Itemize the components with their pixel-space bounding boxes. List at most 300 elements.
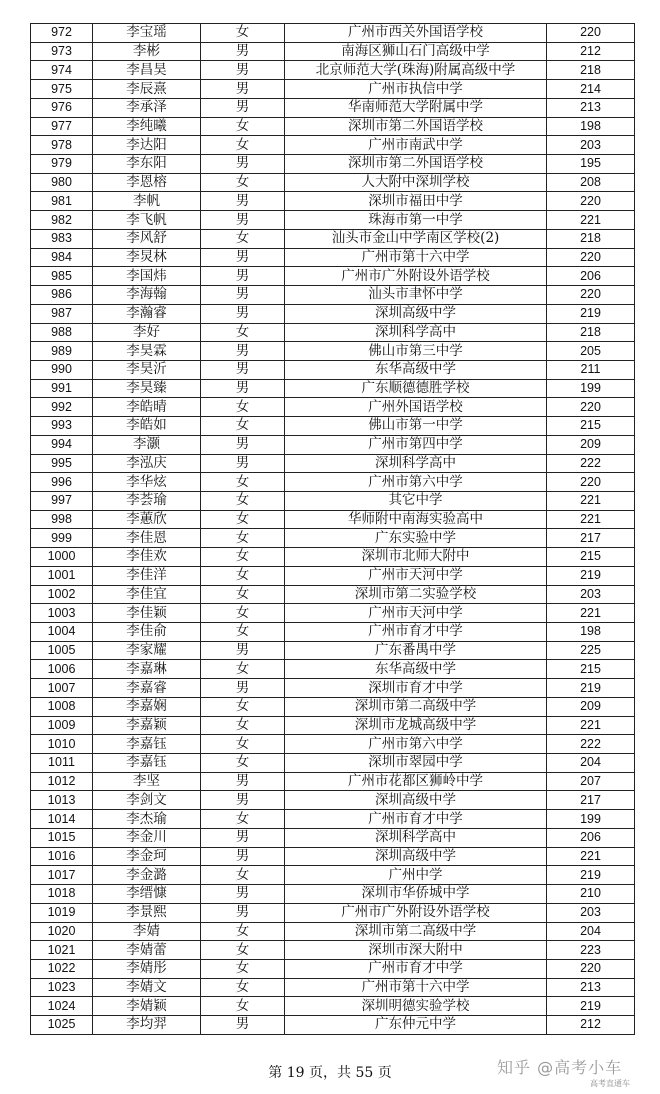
name-cell: 李嘉钰 xyxy=(93,735,201,754)
school-cell: 深圳市福田中学 xyxy=(285,192,547,211)
table-row xyxy=(31,211,635,230)
name-cell: 李皓晴 xyxy=(93,398,201,417)
name-cell: 李荟瑜 xyxy=(93,491,201,510)
school-cell: 深圳科学高中 xyxy=(285,323,547,342)
row-number-cell: 997 xyxy=(31,491,93,510)
name-cell: 李婧蕾 xyxy=(93,941,201,960)
row-number-cell: 1007 xyxy=(31,679,93,698)
school-cell: 北京师范大学(珠海)附属高级中学 xyxy=(285,61,547,80)
name-cell: 李蕙欣 xyxy=(93,510,201,529)
table-row xyxy=(31,24,635,43)
name-cell: 李炅林 xyxy=(93,248,201,267)
row-number-cell: 995 xyxy=(31,454,93,473)
table-row xyxy=(31,529,635,548)
table-row xyxy=(31,697,635,716)
score-cell: 206 xyxy=(547,828,635,847)
table-row xyxy=(31,491,635,510)
row-number-cell: 994 xyxy=(31,435,93,454)
score-cell: 213 xyxy=(547,98,635,117)
school-cell: 深圳市龙城高级中学 xyxy=(285,716,547,735)
school-cell: 广州市第四中学 xyxy=(285,435,547,454)
table-body xyxy=(31,24,635,1035)
score-cell: 210 xyxy=(547,885,635,904)
row-number-cell: 991 xyxy=(31,379,93,398)
table-row xyxy=(31,847,635,866)
table-row xyxy=(31,379,635,398)
name-cell: 李金潞 xyxy=(93,866,201,885)
school-cell: 东华高级中学 xyxy=(285,660,547,679)
gender-cell: 男 xyxy=(201,192,285,211)
school-cell: 广东实验中学 xyxy=(285,529,547,548)
gender-cell: 男 xyxy=(201,641,285,660)
table-row xyxy=(31,136,635,155)
row-number-cell: 1000 xyxy=(31,548,93,567)
score-cell: 217 xyxy=(547,529,635,548)
table-row xyxy=(31,903,635,922)
gender-cell: 女 xyxy=(201,660,285,679)
row-number-cell: 993 xyxy=(31,417,93,436)
score-cell: 220 xyxy=(547,192,635,211)
school-cell: 汕头市聿怀中学 xyxy=(285,286,547,305)
gender-cell: 男 xyxy=(201,304,285,323)
name-cell: 李承泽 xyxy=(93,98,201,117)
score-cell: 221 xyxy=(547,510,635,529)
score-cell: 207 xyxy=(547,772,635,791)
score-cell: 212 xyxy=(547,1016,635,1035)
name-cell: 李纯曦 xyxy=(93,117,201,136)
score-cell: 199 xyxy=(547,379,635,398)
school-cell: 广州市第六中学 xyxy=(285,735,547,754)
gender-cell: 女 xyxy=(201,941,285,960)
school-cell: 广州市第十六中学 xyxy=(285,248,547,267)
table-row xyxy=(31,679,635,698)
gender-cell: 女 xyxy=(201,398,285,417)
gender-cell: 女 xyxy=(201,716,285,735)
table-row xyxy=(31,417,635,436)
name-cell: 李灏 xyxy=(93,435,201,454)
school-cell: 其它中学 xyxy=(285,491,547,510)
gender-cell: 男 xyxy=(201,342,285,361)
school-cell: 深圳市第二高级中学 xyxy=(285,697,547,716)
score-cell: 204 xyxy=(547,754,635,773)
table-row xyxy=(31,42,635,61)
score-cell: 221 xyxy=(547,491,635,510)
score-cell: 199 xyxy=(547,810,635,829)
table-row xyxy=(31,173,635,192)
table-row xyxy=(31,323,635,342)
row-number-cell: 975 xyxy=(31,80,93,99)
watermark: 知乎 @高考小车 xyxy=(497,1058,623,1077)
row-number-cell: 977 xyxy=(31,117,93,136)
row-number-cell: 1005 xyxy=(31,641,93,660)
gender-cell: 男 xyxy=(201,61,285,80)
gender-cell: 男 xyxy=(201,772,285,791)
gender-cell: 女 xyxy=(201,978,285,997)
table-row xyxy=(31,398,635,417)
row-number-cell: 1010 xyxy=(31,735,93,754)
gender-cell: 女 xyxy=(201,417,285,436)
school-cell: 深圳市育才中学 xyxy=(285,679,547,698)
school-cell: 汕头市金山中学南区学校(2) xyxy=(285,229,547,248)
name-cell: 李宝瑶 xyxy=(93,24,201,43)
score-cell: 220 xyxy=(547,473,635,492)
score-cell: 213 xyxy=(547,978,635,997)
row-number-cell: 1002 xyxy=(31,585,93,604)
school-cell: 南海区狮山石门高级中学 xyxy=(285,42,547,61)
school-cell: 广州市育才中学 xyxy=(285,810,547,829)
school-cell: 广州市南武中学 xyxy=(285,136,547,155)
gender-cell: 男 xyxy=(201,828,285,847)
row-number-cell: 1021 xyxy=(31,941,93,960)
table-row xyxy=(31,566,635,585)
school-cell: 广州市育才中学 xyxy=(285,959,547,978)
score-cell: 222 xyxy=(547,454,635,473)
school-cell: 深圳科学高中 xyxy=(285,828,547,847)
school-cell: 人大附中深圳学校 xyxy=(285,173,547,192)
name-cell: 李婧颖 xyxy=(93,997,201,1016)
score-cell: 206 xyxy=(547,267,635,286)
table-row xyxy=(31,286,635,305)
school-cell: 广州市天河中学 xyxy=(285,566,547,585)
name-cell: 李瀚睿 xyxy=(93,304,201,323)
name-cell: 李昌昊 xyxy=(93,61,201,80)
score-cell: 209 xyxy=(547,435,635,454)
score-cell: 220 xyxy=(547,248,635,267)
table-row xyxy=(31,941,635,960)
school-cell: 珠海市第一中学 xyxy=(285,211,547,230)
row-number-cell: 1020 xyxy=(31,922,93,941)
score-cell: 215 xyxy=(547,417,635,436)
row-number-cell: 972 xyxy=(31,24,93,43)
gender-cell: 女 xyxy=(201,959,285,978)
name-cell: 李风舒 xyxy=(93,229,201,248)
results-table xyxy=(30,23,635,1035)
gender-cell: 男 xyxy=(201,42,285,61)
table-row xyxy=(31,922,635,941)
name-cell: 李佳颖 xyxy=(93,604,201,623)
table-row xyxy=(31,548,635,567)
table-row xyxy=(31,342,635,361)
score-cell: 220 xyxy=(547,24,635,43)
gender-cell: 女 xyxy=(201,623,285,642)
gender-cell: 男 xyxy=(201,98,285,117)
gender-cell: 女 xyxy=(201,548,285,567)
gender-cell: 男 xyxy=(201,80,285,99)
table-row xyxy=(31,1016,635,1035)
row-number-cell: 992 xyxy=(31,398,93,417)
score-cell: 218 xyxy=(547,61,635,80)
score-cell: 217 xyxy=(547,791,635,810)
gender-cell: 女 xyxy=(201,604,285,623)
score-cell: 215 xyxy=(547,660,635,679)
gender-cell: 女 xyxy=(201,323,285,342)
row-number-cell: 1016 xyxy=(31,847,93,866)
school-cell: 深圳科学高中 xyxy=(285,454,547,473)
gender-cell: 女 xyxy=(201,473,285,492)
table-row xyxy=(31,866,635,885)
row-number-cell: 1011 xyxy=(31,754,93,773)
name-cell: 李佳洋 xyxy=(93,566,201,585)
name-cell: 李金川 xyxy=(93,828,201,847)
score-cell: 203 xyxy=(547,585,635,604)
school-cell: 深圳明德实验学校 xyxy=(285,997,547,1016)
watermark-subtext: 高考直通车 xyxy=(590,1079,630,1088)
page-footer: 第 19 页，共 55 页 xyxy=(268,1065,392,1081)
name-cell: 李婧彤 xyxy=(93,959,201,978)
gender-cell: 男 xyxy=(201,155,285,174)
gender-cell: 女 xyxy=(201,585,285,604)
table-row xyxy=(31,754,635,773)
row-number-cell: 1018 xyxy=(31,885,93,904)
name-cell: 李彬 xyxy=(93,42,201,61)
score-cell: 205 xyxy=(547,342,635,361)
table-row xyxy=(31,155,635,174)
table-row xyxy=(31,248,635,267)
row-number-cell: 983 xyxy=(31,229,93,248)
row-number-cell: 1022 xyxy=(31,959,93,978)
name-cell: 李皓如 xyxy=(93,417,201,436)
school-cell: 深圳市第二外国语学校 xyxy=(285,117,547,136)
school-cell: 广州市育才中学 xyxy=(285,623,547,642)
gender-cell: 男 xyxy=(201,903,285,922)
row-number-cell: 1017 xyxy=(31,866,93,885)
gender-cell: 女 xyxy=(201,136,285,155)
score-cell: 203 xyxy=(547,136,635,155)
school-cell: 广州外国语学校 xyxy=(285,398,547,417)
name-cell: 李帆 xyxy=(93,192,201,211)
table-row xyxy=(31,791,635,810)
name-cell: 李华炫 xyxy=(93,473,201,492)
school-cell: 广州市广外附设外语学校 xyxy=(285,267,547,286)
table-row xyxy=(31,304,635,323)
name-cell: 李景熙 xyxy=(93,903,201,922)
score-cell: 209 xyxy=(547,697,635,716)
gender-cell: 女 xyxy=(201,566,285,585)
name-cell: 李杰瑜 xyxy=(93,810,201,829)
gender-cell: 男 xyxy=(201,360,285,379)
name-cell: 李好 xyxy=(93,323,201,342)
table-row xyxy=(31,997,635,1016)
row-number-cell: 1004 xyxy=(31,623,93,642)
name-cell: 李泓庆 xyxy=(93,454,201,473)
name-cell: 李辰熹 xyxy=(93,80,201,99)
table-row xyxy=(31,192,635,211)
name-cell: 李佳恩 xyxy=(93,529,201,548)
name-cell: 李坚 xyxy=(93,772,201,791)
row-number-cell: 999 xyxy=(31,529,93,548)
score-cell: 198 xyxy=(547,623,635,642)
row-number-cell: 1014 xyxy=(31,810,93,829)
score-cell: 223 xyxy=(547,941,635,960)
score-cell: 221 xyxy=(547,847,635,866)
school-cell: 广州市天河中学 xyxy=(285,604,547,623)
name-cell: 李家耀 xyxy=(93,641,201,660)
school-cell: 广州市第十六中学 xyxy=(285,978,547,997)
row-number-cell: 1008 xyxy=(31,697,93,716)
score-cell: 219 xyxy=(547,866,635,885)
score-cell: 212 xyxy=(547,42,635,61)
name-cell: 李恩榕 xyxy=(93,173,201,192)
school-cell: 广东顺德德胜学校 xyxy=(285,379,547,398)
name-cell: 李嘉颖 xyxy=(93,716,201,735)
row-number-cell: 1015 xyxy=(31,828,93,847)
school-cell: 佛山市第三中学 xyxy=(285,342,547,361)
school-cell: 广州中学 xyxy=(285,866,547,885)
score-cell: 215 xyxy=(547,548,635,567)
row-number-cell: 984 xyxy=(31,248,93,267)
gender-cell: 男 xyxy=(201,454,285,473)
name-cell: 李嘉睿 xyxy=(93,679,201,698)
school-cell: 广州市广外附设外语学校 xyxy=(285,903,547,922)
table-row xyxy=(31,435,635,454)
name-cell: 李达阳 xyxy=(93,136,201,155)
score-cell: 220 xyxy=(547,286,635,305)
row-number-cell: 986 xyxy=(31,286,93,305)
gender-cell: 男 xyxy=(201,885,285,904)
gender-cell: 女 xyxy=(201,922,285,941)
row-number-cell: 998 xyxy=(31,510,93,529)
name-cell: 李昊沂 xyxy=(93,360,201,379)
gender-cell: 男 xyxy=(201,379,285,398)
row-number-cell: 982 xyxy=(31,211,93,230)
table-row xyxy=(31,828,635,847)
row-number-cell: 979 xyxy=(31,155,93,174)
score-cell: 221 xyxy=(547,211,635,230)
score-cell: 198 xyxy=(547,117,635,136)
score-cell: 222 xyxy=(547,735,635,754)
row-number-cell: 1019 xyxy=(31,903,93,922)
gender-cell: 女 xyxy=(201,997,285,1016)
school-cell: 佛山市第一中学 xyxy=(285,417,547,436)
row-number-cell: 1024 xyxy=(31,997,93,1016)
name-cell: 李海翰 xyxy=(93,286,201,305)
school-cell: 广州市第六中学 xyxy=(285,473,547,492)
row-number-cell: 981 xyxy=(31,192,93,211)
table-row xyxy=(31,98,635,117)
table-row xyxy=(31,229,635,248)
school-cell: 华师附中南海实验高中 xyxy=(285,510,547,529)
score-cell: 211 xyxy=(547,360,635,379)
table-row xyxy=(31,772,635,791)
name-cell: 李剑文 xyxy=(93,791,201,810)
school-cell: 深圳市北师大附中 xyxy=(285,548,547,567)
table-row xyxy=(31,885,635,904)
table-row xyxy=(31,604,635,623)
school-cell: 深圳市华侨城中学 xyxy=(285,885,547,904)
score-cell: 208 xyxy=(547,173,635,192)
row-number-cell: 973 xyxy=(31,42,93,61)
school-cell: 深圳高级中学 xyxy=(285,847,547,866)
name-cell: 李婧文 xyxy=(93,978,201,997)
school-cell: 广东番禺中学 xyxy=(285,641,547,660)
gender-cell: 女 xyxy=(201,24,285,43)
table-row xyxy=(31,641,635,660)
score-cell: 221 xyxy=(547,716,635,735)
school-cell: 广东仲元中学 xyxy=(285,1016,547,1035)
score-cell: 220 xyxy=(547,398,635,417)
name-cell: 李嘉钰 xyxy=(93,754,201,773)
table-row xyxy=(31,585,635,604)
row-number-cell: 1009 xyxy=(31,716,93,735)
name-cell: 李佳俞 xyxy=(93,623,201,642)
table-row xyxy=(31,117,635,136)
name-cell: 李东阳 xyxy=(93,155,201,174)
score-cell: 221 xyxy=(547,604,635,623)
table-row xyxy=(31,267,635,286)
school-cell: 深圳市翠园中学 xyxy=(285,754,547,773)
score-cell: 219 xyxy=(547,997,635,1016)
school-cell: 深圳高级中学 xyxy=(285,304,547,323)
table-row xyxy=(31,61,635,80)
table-row xyxy=(31,473,635,492)
score-cell: 225 xyxy=(547,641,635,660)
table-row xyxy=(31,959,635,978)
gender-cell: 女 xyxy=(201,117,285,136)
row-number-cell: 985 xyxy=(31,267,93,286)
school-cell: 深圳市第二实验学校 xyxy=(285,585,547,604)
row-number-cell: 1003 xyxy=(31,604,93,623)
table-row xyxy=(31,623,635,642)
gender-cell: 男 xyxy=(201,211,285,230)
gender-cell: 女 xyxy=(201,229,285,248)
row-number-cell: 1013 xyxy=(31,791,93,810)
table-row xyxy=(31,454,635,473)
score-cell: 218 xyxy=(547,323,635,342)
name-cell: 李佳宜 xyxy=(93,585,201,604)
row-number-cell: 1025 xyxy=(31,1016,93,1035)
name-cell: 李昊臻 xyxy=(93,379,201,398)
school-cell: 华南师范大学附属中学 xyxy=(285,98,547,117)
score-cell: 204 xyxy=(547,922,635,941)
name-cell: 李均羿 xyxy=(93,1016,201,1035)
name-cell: 李缙慷 xyxy=(93,885,201,904)
score-cell: 195 xyxy=(547,155,635,174)
name-cell: 李嘉娴 xyxy=(93,697,201,716)
name-cell: 李金珂 xyxy=(93,847,201,866)
row-number-cell: 989 xyxy=(31,342,93,361)
gender-cell: 女 xyxy=(201,697,285,716)
row-number-cell: 990 xyxy=(31,360,93,379)
row-number-cell: 1001 xyxy=(31,566,93,585)
school-cell: 广州市花都区狮岭中学 xyxy=(285,772,547,791)
school-cell: 东华高级中学 xyxy=(285,360,547,379)
gender-cell: 女 xyxy=(201,510,285,529)
table-row xyxy=(31,716,635,735)
gender-cell: 女 xyxy=(201,754,285,773)
gender-cell: 女 xyxy=(201,173,285,192)
row-number-cell: 978 xyxy=(31,136,93,155)
row-number-cell: 976 xyxy=(31,98,93,117)
gender-cell: 男 xyxy=(201,1016,285,1035)
row-number-cell: 1006 xyxy=(31,660,93,679)
gender-cell: 女 xyxy=(201,529,285,548)
score-cell: 220 xyxy=(547,959,635,978)
school-cell: 深圳高级中学 xyxy=(285,791,547,810)
gender-cell: 女 xyxy=(201,866,285,885)
gender-cell: 男 xyxy=(201,679,285,698)
school-cell: 深圳市第二高级中学 xyxy=(285,922,547,941)
row-number-cell: 1023 xyxy=(31,978,93,997)
table-row xyxy=(31,735,635,754)
table-row xyxy=(31,978,635,997)
score-cell: 203 xyxy=(547,903,635,922)
row-number-cell: 987 xyxy=(31,304,93,323)
school-cell: 广州市执信中学 xyxy=(285,80,547,99)
row-number-cell: 980 xyxy=(31,173,93,192)
table-row xyxy=(31,510,635,529)
name-cell: 李昊霖 xyxy=(93,342,201,361)
row-number-cell: 1012 xyxy=(31,772,93,791)
